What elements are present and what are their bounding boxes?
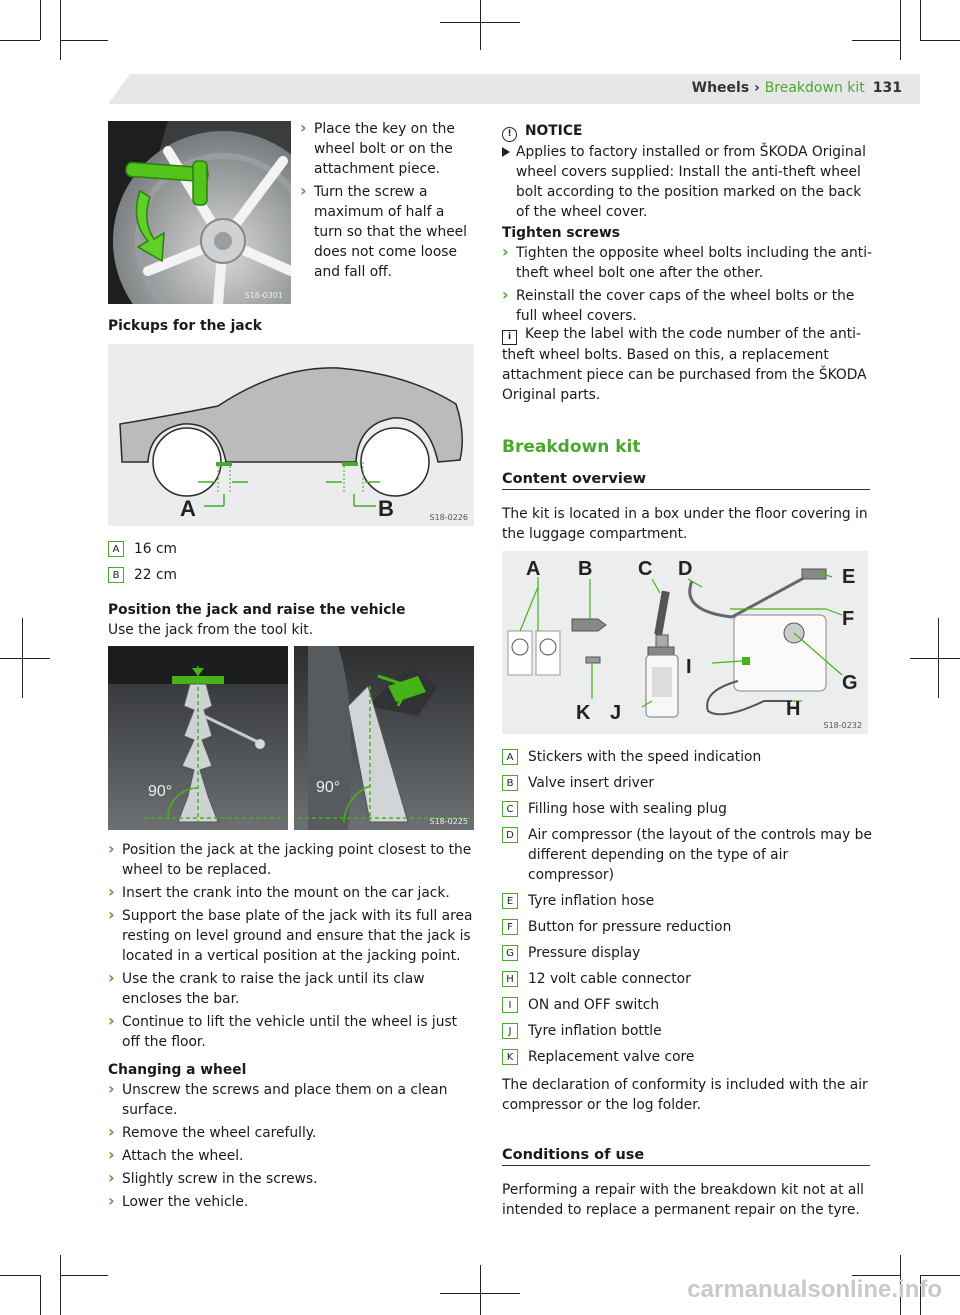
kit-label-e: E (842, 566, 856, 588)
notice-text: Applies to factory installed or from ŠKODA Original wheel covers supplied: Install the anti-theft wheel bolt according to the position marked on the back of the wheel cover. (516, 144, 866, 220)
figure-code: S18-0232 (823, 721, 862, 730)
info-note: i Keep the label with the code number of the anti-theft wheel bolts. Based on this, a replacement attachment piece can be purchased from the ŠKODA Original parts. (502, 326, 867, 403)
position-steps (108, 840, 478, 1215)
kit-legend (502, 747, 872, 1073)
watermark: carmanualsonline.info (687, 1276, 942, 1303)
list-item: › Support the base plate of the jack with its full area resting on level ground and ensure that the jack is located in a vertical position at the jacking point. (108, 906, 478, 966)
kit-label-i: I (686, 656, 692, 678)
car-silhouette-illustration (108, 344, 474, 526)
list-item: › Place the key on the wheel bolt or on the attachment piece. (300, 119, 475, 179)
figure-wheel-bolt-key (108, 121, 291, 304)
figure-code: S18-0225 (429, 817, 468, 826)
legend-row: E Tyre inflation hose (502, 891, 872, 911)
heading-content-overview: Content overview (502, 471, 870, 490)
jack-illustration (108, 646, 474, 830)
list-item: › Remove the wheel carefully. (108, 1123, 478, 1143)
kit-label-g: G (842, 672, 858, 694)
list-item: › Reinstall the cover caps of the wheel bolts or the full wheel covers. (502, 286, 872, 326)
breadcrumb-section[interactable]: Wheels (691, 80, 750, 96)
triangle-bullet-icon (502, 147, 510, 157)
position-intro: Use the jack from the tool kit. (108, 622, 314, 638)
heading-breakdown-kit: Breakdown kit (502, 437, 641, 457)
kit-illustration (502, 551, 868, 734)
list-item: › Slightly screw in the screws. (108, 1169, 478, 1189)
figure-label-a: A (180, 496, 196, 521)
list-item: › Insert the crank into the mount on the car jack. (108, 883, 478, 903)
list-item: › Attach the wheel. (108, 1146, 478, 1166)
legend-row: K Replacement valve core (502, 1047, 872, 1067)
legend-row: D Air compressor (the layout of the controls may be different depending on the type of air compressor) (502, 825, 872, 885)
wheel-illustration (108, 121, 291, 304)
notice-box (502, 121, 872, 222)
heading-conditions-of-use: Conditions of use (502, 1147, 870, 1166)
legend-key: B (108, 567, 124, 583)
section-title-pickups: Pickups for the jack (108, 318, 262, 334)
figure-label-b: B (378, 496, 394, 521)
kit-label-d: D (678, 558, 693, 580)
kit-label-j: J (610, 702, 622, 724)
legend-row: F Button for pressure reduction (502, 917, 872, 937)
kit-label-c: C (638, 558, 653, 580)
list-item: › Unscrew the screws and place them on a clean surface. (108, 1080, 478, 1120)
conditions-text: Performing a repair with the breakdown kit not at all intended to replace a permanent repair on the tyre. (502, 1182, 865, 1218)
legend-row: G Pressure display (502, 943, 872, 963)
notice-icon: ! (502, 127, 517, 142)
info-icon: i (502, 330, 517, 345)
kit-label-a: A (526, 558, 541, 580)
position-section (108, 600, 478, 640)
legend-row (108, 539, 177, 559)
section-title-tighten: Tighten screws (502, 225, 620, 241)
legend-key: A (108, 541, 124, 557)
list-item: › Turn the screw a maximum of half a turn so that the wheel does not come loose and fall off. (300, 182, 475, 282)
breadcrumb: Wheels › Breakdown kit 131 (691, 80, 902, 96)
list-item: › Position the jack at the jacking point closest to the wheel to be replaced. (108, 840, 478, 880)
page-number: 131 (872, 80, 902, 96)
kit-label-f: F (842, 608, 855, 630)
list-item: › Continue to lift the vehicle until the wheel is just off the floor. (108, 1012, 478, 1052)
legend-row: A Stickers with the speed indication (502, 747, 872, 767)
figure-jack-position (108, 646, 474, 830)
legend-text: 22 cm (134, 567, 177, 583)
figure-jack-pickups (108, 344, 474, 526)
figure-breakdown-kit (502, 551, 868, 734)
notice-heading: ! NOTICE (502, 121, 872, 142)
kit-label-k: K (576, 702, 591, 724)
kit-label-h: H (786, 698, 801, 720)
angle-label-left: 90° (148, 783, 173, 800)
list-item: › Use the crank to raise the jack until its claw encloses the bar. (108, 969, 478, 1009)
section-title-changing: Changing a wheel (108, 1062, 247, 1078)
kit-label-b: B (578, 558, 593, 580)
list-item: › Tighten the opposite wheel bolts including the anti-theft wheel bolt one after the other. (502, 243, 872, 283)
legend-row: H 12 volt cable connector (502, 969, 872, 989)
legend-text: 16 cm (134, 541, 177, 557)
section-title-position: Position the jack and raise the vehicle (108, 602, 406, 618)
figure-code: S18-0301 (244, 291, 283, 300)
angle-label-right: 90° (316, 779, 341, 796)
legend-row: J Tyre inflation bottle (502, 1021, 872, 1041)
conformity-text: The declaration of conformity is included with the air compressor or the log folder. (502, 1077, 868, 1113)
legend-row: B Valve insert driver (502, 773, 872, 793)
figure-code: S18-0226 (429, 513, 468, 522)
legend-row: C Filling hose with sealing plug (502, 799, 872, 819)
key-steps (300, 119, 475, 285)
list-item: › Lower the vehicle. (108, 1192, 478, 1212)
breadcrumb-subsection[interactable]: Breakdown kit (764, 80, 865, 96)
content-intro: The kit is located in a box under the floor covering in the luggage compartment. (502, 506, 868, 542)
legend-row (108, 565, 177, 585)
tighten-section (502, 223, 872, 329)
legend-row: I ON and OFF switch (502, 995, 872, 1015)
